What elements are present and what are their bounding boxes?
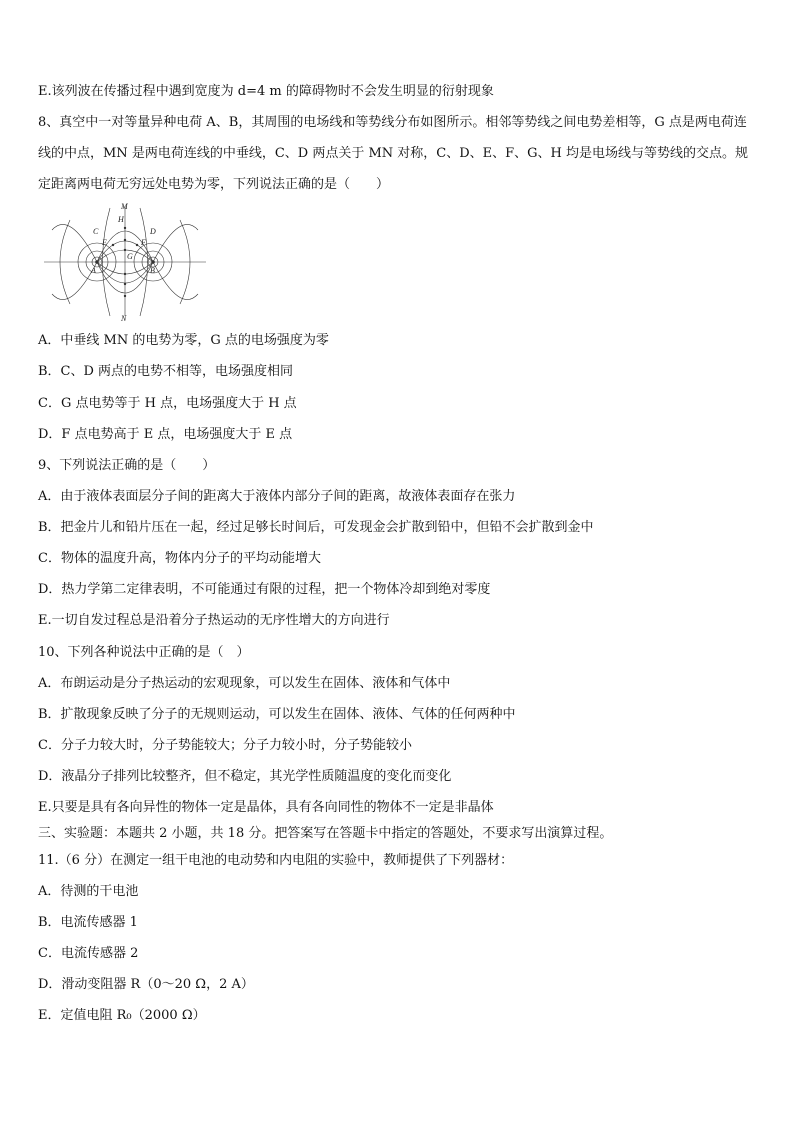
q10-option-c: C．分子力较大时，分子势能较大；分子力较小时，分子势能较小 <box>38 738 412 753</box>
electric-field-diagram <box>40 200 210 322</box>
q8-option-b: B．C、D 两点的电势不相等，电场强度相同 <box>38 364 294 379</box>
label-a: A <box>91 266 96 275</box>
q11-option-e: E．定值电阻 R₀（2000 Ω） <box>38 1008 206 1023</box>
label-c: C <box>93 227 99 236</box>
label-h: H <box>118 215 124 224</box>
q10-option-b: B．扩散现象反映了分子的无规则运动，可以发生在固体、液体、气体的任何两种中 <box>38 707 516 722</box>
label-g: G <box>127 252 133 261</box>
label-n: N <box>121 314 127 322</box>
q9-option-a: A．由于液体表面层分子间的距离大于液体内部分子间的距离，故液体表面存在张力 <box>38 489 516 504</box>
q10-option-a: A．布朗运动是分子热运动的宏观现象，可以发生在固体、液体和气体中 <box>38 676 451 691</box>
section-3-heading: 三、实验题：本题共 2 小题，共 18 分。把答案写在答题卡中指定的答题处，不要求写出演算过程。 <box>38 826 613 841</box>
label-m: M <box>121 202 128 211</box>
label-d: D <box>150 227 156 236</box>
q9-option-b: B．把金片儿和铅片压在一起，经过足够长时间后，可发现金会扩散到铅中，但铅不会扩散到金中 <box>38 520 594 535</box>
q7-option-e: E.该列波在传播过程中遇到宽度为 d=4 m 的障碍物时不会发生明显的衍射现象 <box>38 84 494 99</box>
q9-stem: 9、下列说法正确的是（ ） <box>38 458 216 473</box>
q11-stem: 11.（6 分）在测定一组干电池的电动势和内电阻的实验中，教师提供了下列器材： <box>38 853 514 868</box>
q8-option-d: D．F 点电势高于 E 点，电场强度大于 E 点 <box>38 427 293 442</box>
q11-option-d: D．滑动变阻器 R（0～20 Ω，2 A） <box>38 977 254 992</box>
q8-option-a: A．中垂线 MN 的电势为零，G 点的电场强度为零 <box>38 333 329 348</box>
q10-stem: 10、下列各种说法中正确的是（ ） <box>38 645 250 660</box>
q9-option-d: D．热力学第二定律表明，不可能通过有限的过程，把一个物体冷却到绝对零度 <box>38 582 491 597</box>
label-f: F <box>141 238 146 247</box>
q8-stem: 8、真空中一对等量异种电荷 A、B，其周围的电场线和等势线分布如图所示。相邻等势线之间电势差相等，G 点是两电荷连线的中点，MN 是两电荷连线的中垂线，C、D 两点关于 MN 对称，C、D、E、F、G、H 均是电场线与等势线的交点。规定距离两电荷无穷远处电势为零，下列说法正确的是（ ） <box>38 115 749 192</box>
q10-option-e: E.只要是具有各向异性的物体一定是晶体，具有各向同性的物体不一定是非晶体 <box>38 800 494 815</box>
q11-option-c: C．电流传感器 2 <box>38 946 139 961</box>
q8-option-c: C．G 点电势等于 H 点，电场强度大于 H 点 <box>38 396 297 411</box>
label-b: B <box>150 266 155 275</box>
q9-option-c: C．物体的温度升高，物体内分子的平均动能增大 <box>38 551 321 566</box>
q9-option-e: E.一切自发过程总是沿着分子热运动的无序性增大的方向进行 <box>38 613 390 628</box>
q10-option-d: D．液晶分子排列比较整齐，但不稳定，其光学性质随温度的变化而变化 <box>38 769 452 784</box>
q11-option-b: B．电流传感器 1 <box>38 915 138 930</box>
label-e: E <box>102 238 107 247</box>
q11-option-a: A．待测的干电池 <box>38 884 139 899</box>
